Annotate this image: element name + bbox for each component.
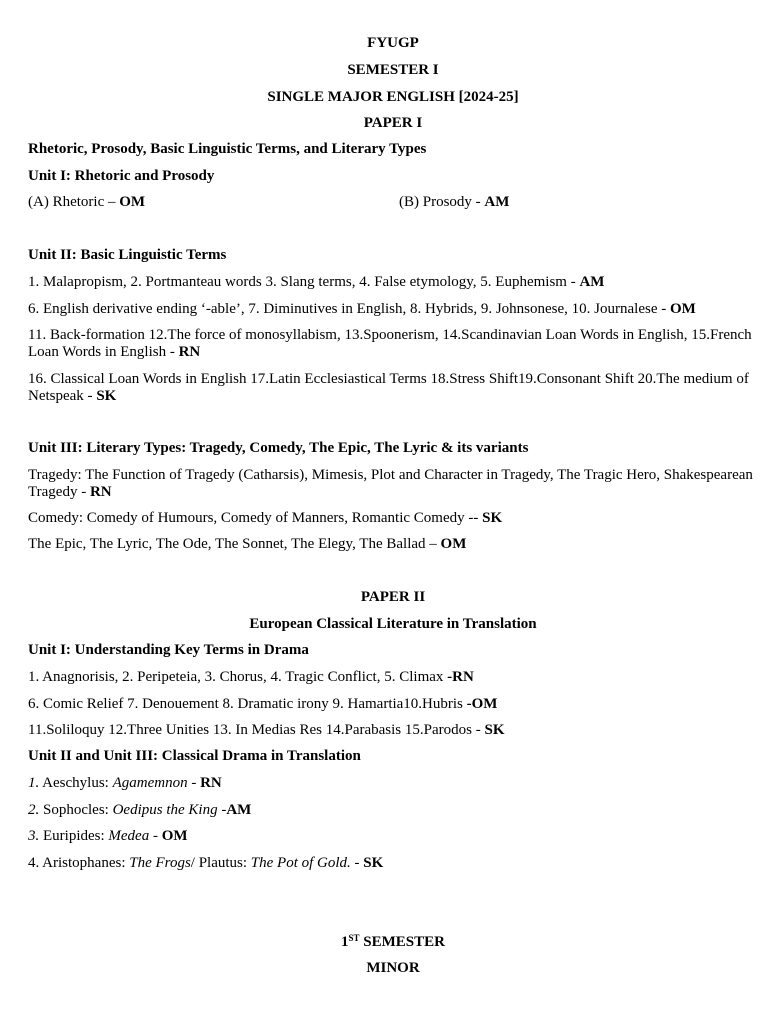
faculty-tag: AM <box>226 802 252 818</box>
item-text: Tragedy: The Function of Tragedy (Catharsis), Mimesis, Plot and Character in Tragedy, The Tragic Hero, Shakespearean Tragedy - <box>28 467 753 500</box>
paper-label: PAPER I <box>363 115 423 131</box>
faculty-tag: -RN <box>447 669 474 685</box>
faculty-tag: RN <box>89 484 112 500</box>
work-title: The Frogs <box>129 855 191 871</box>
faculty-tag: AM <box>484 194 510 210</box>
faculty-tag: -OM <box>466 696 498 712</box>
minor-title: MINOR <box>366 960 420 976</box>
faculty-tag: SK <box>96 388 117 404</box>
item-number: 2. <box>28 802 40 818</box>
faculty-tag: OM <box>669 301 696 317</box>
faculty-tag: OM <box>161 828 188 844</box>
faculty-tag: SK <box>484 722 505 738</box>
author: Aeschylus: <box>39 775 113 791</box>
item-text: 1. Malapropism, 2. Portmanteau words 3. Slang terms, 4. False etymology, 5. Euphemism - <box>28 274 580 290</box>
separator: - <box>350 855 364 871</box>
list-item <box>28 274 758 291</box>
list-item <box>28 669 758 686</box>
unit-heading: Unit III: Literary Types: Tragedy, Comedy, The Epic, The Lyric & its variants <box>28 440 529 456</box>
separator: - <box>149 828 162 844</box>
faculty-tag: SK <box>363 855 384 871</box>
list-item <box>28 327 758 361</box>
item-text: 16. Classical Loan Words in English 17.Latin Ecclesiastical Terms 18.Stress Shift19.Consonant Shift 20.The medium of Netspeak - <box>28 371 749 404</box>
list-item <box>28 828 758 845</box>
ordinal: 1 <box>341 934 349 950</box>
faculty-tag: AM <box>579 274 605 290</box>
list-item <box>28 696 758 713</box>
work-title: Oedipus the King <box>112 802 218 818</box>
work-title: Medea <box>108 828 150 844</box>
list-item <box>28 536 758 553</box>
author: Euripides: <box>39 828 109 844</box>
item-middle: / Plautus: <box>190 855 251 871</box>
list-item <box>28 301 758 318</box>
unit-heading: Unit I: Rhetoric and Prosody <box>28 168 215 184</box>
paper-title: Rhetoric, Prosody, Basic Linguistic Terms, and Literary Types <box>28 141 427 157</box>
item-text: 11.Soliloquy 12.Three Unities 13. In Medias Res 14.Parabasis 15.Parodos - <box>28 722 485 738</box>
faculty-tag: SK <box>482 510 503 526</box>
list-item <box>28 775 758 792</box>
list-item <box>28 371 758 405</box>
course-title: SINGLE MAJOR ENGLISH [2024-25] <box>267 89 519 105</box>
item-number: 1. <box>28 775 40 791</box>
list-item <box>28 510 758 527</box>
author: Sophocles: <box>39 802 113 818</box>
prosody-line <box>399 194 759 211</box>
section-title <box>0 934 768 951</box>
item-text: The Epic, The Lyric, The Ode, The Sonnet, The Elegy, The Ballad – <box>28 536 441 552</box>
ordinal-suffix: ST <box>348 933 360 943</box>
list-item <box>28 802 758 819</box>
unit-heading: Unit II: Basic Linguistic Terms <box>28 247 227 263</box>
prosody-text: (B) Prosody - <box>399 194 485 210</box>
list-item <box>28 722 758 739</box>
semester-label: SEMESTER <box>359 934 445 950</box>
item-text: 6. Comic Relief 7. Denouement 8. Dramatic irony 9. Hamartia10.Hubris <box>28 696 467 712</box>
faculty-tag: RN <box>178 344 201 360</box>
work-title: The Pot of Gold. <box>250 855 351 871</box>
list-item <box>28 855 758 872</box>
item-text: 6. English derivative ending ‘-able’, 7. Diminutives in English, 8. Hybrids, 9. Johnsonese, 10. Journalese - <box>28 301 670 317</box>
work-title: Agamemnon <box>112 775 188 791</box>
paper-label: PAPER II <box>360 589 426 605</box>
item-text: Comedy: Comedy of Humours, Comedy of Manners, Romantic Comedy -- <box>28 510 483 526</box>
unit-heading: Unit I: Understanding Key Terms in Drama <box>28 642 309 658</box>
separator: - <box>187 775 201 791</box>
separator: - <box>217 802 227 818</box>
faculty-tag: RN <box>200 775 222 791</box>
program-title: FYUGP <box>367 35 419 51</box>
item-number: 3. <box>28 828 40 844</box>
unit-heading: Unit II and Unit III: Classical Drama in Translation <box>28 748 361 764</box>
paper-title: European Classical Literature in Translation <box>249 616 537 632</box>
list-item <box>28 467 758 501</box>
semester-title: SEMESTER I <box>347 62 439 78</box>
item-prefix: 4. Aristophanes: <box>28 855 130 871</box>
faculty-tag: OM <box>119 194 146 210</box>
faculty-tag: OM <box>440 536 467 552</box>
rhetoric-text: (A) Rhetoric – <box>28 194 120 210</box>
item-text: 11. Back-formation 12.The force of monosyllabism, 13.Spoonerism, 14.Scandinavian Loan Words in English, 15.French Loan Words in English - <box>28 327 752 360</box>
item-text: 1. Anagnorisis, 2. Peripeteia, 3. Chorus, 4. Tragic Conflict, 5. Climax <box>28 669 448 685</box>
